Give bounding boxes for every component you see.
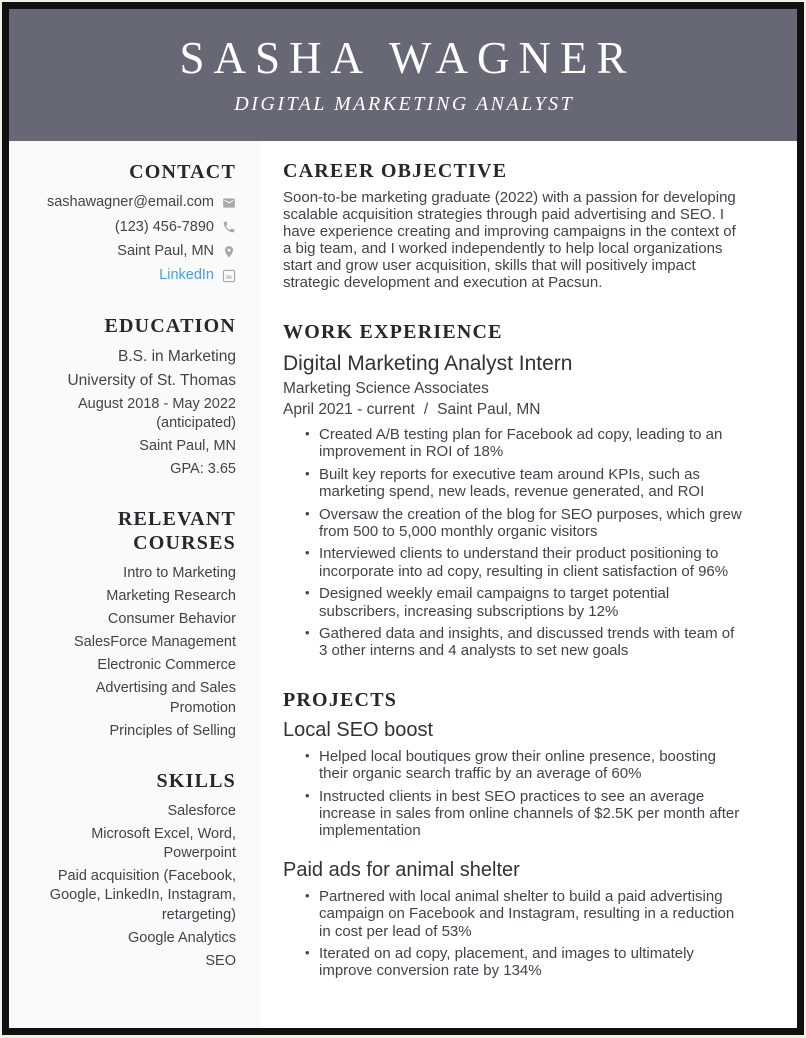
candidate-name: SASHA WAGNER	[179, 33, 636, 83]
education-location: Saint Paul, MN	[139, 438, 236, 455]
contact-email-row	[39, 193, 236, 212]
linkedin-icon	[222, 269, 236, 283]
skill-item: Google Analytics	[127, 929, 236, 946]
contact-phone-text: (123) 456-7890	[114, 218, 214, 235]
project-bullet: • Instructed clients in best SEO practices to see an average increase in sales from online channels of $2.5K per month after implementation	[305, 788, 745, 840]
education-dates: August 2018 - May 2022 (anticipated)	[78, 395, 236, 432]
project-bullet: • Helped local boutiques grow their online presence, boosting their organic search traffic by an average of 60%	[305, 748, 745, 783]
career-objective-heading: CAREER OBJECTIVE	[283, 160, 508, 182]
resume-page	[2, 2, 804, 1035]
company-name: Marketing Science Associates	[283, 380, 489, 398]
skills-section	[39, 770, 236, 971]
education-gpa: GPA: 3.65	[170, 461, 236, 478]
projects-section	[283, 689, 745, 980]
linkedin-link[interactable]: LinkedIn	[159, 267, 214, 284]
job-dates: April 2021 - current	[283, 400, 415, 418]
projects-heading: PROJECTS	[283, 688, 398, 711]
experience-bullet: • Interviewed clients to understand their product positioning to incorporate into ad copy, resulting in client satisfaction of 96%	[305, 545, 745, 580]
courses-section	[39, 508, 236, 740]
resume-header	[9, 9, 797, 141]
education-section	[39, 315, 236, 480]
project-title: Local SEO boost	[283, 718, 434, 741]
course-item: Consumer Behavior	[107, 611, 236, 628]
experience-bullet-list	[283, 426, 745, 660]
experience-bullet: • Oversaw the creation of the blog for SEO purposes, which grew from 500 to 5,000 monthly organic visitors	[305, 506, 745, 541]
job-meta-line	[283, 400, 745, 420]
project-title: Paid ads for animal shelter	[283, 858, 520, 881]
work-experience-section	[283, 321, 745, 660]
job-title: Digital Marketing Analyst Intern	[283, 352, 573, 375]
skills-heading: SKILLS	[156, 769, 236, 792]
experience-bullet: • Created A/B testing plan for Facebook ad copy, leading to an improvement in ROI of 18%	[305, 426, 745, 461]
project-bullet-list	[283, 748, 745, 840]
job-meta-separator: /	[423, 400, 429, 418]
experience-bullet: • Gathered data and insights, and discussed trends with team of 3 other interns and 4 analysts to set new goals	[305, 625, 745, 660]
project-entry	[283, 719, 745, 840]
skill-item: Paid acquisition (Facebook, Google, LinkedIn, Instagram, retargeting)	[49, 868, 236, 923]
contact-section	[39, 161, 236, 286]
job-location: Saint Paul, MN	[437, 400, 541, 418]
experience-bullet: • Designed weekly email campaigns to target potential subscribers, increasing subscriptions by 12%	[305, 585, 745, 620]
skill-item: Microsoft Excel, Word, Powerpoint	[91, 826, 236, 862]
phone-icon	[222, 220, 236, 234]
contact-phone-row	[39, 218, 236, 237]
candidate-job-title: DIGITAL MARKETING ANALYST	[234, 93, 575, 115]
course-item: Principles of Selling	[109, 722, 236, 739]
skill-item: SEO	[205, 952, 236, 969]
education-school: University of St. Thomas	[67, 371, 236, 389]
location-pin-icon	[222, 245, 236, 259]
resume-body	[9, 141, 797, 1028]
contact-linkedin-row	[39, 266, 236, 285]
sidebar	[9, 141, 260, 1028]
svg-text:in: in	[226, 274, 232, 282]
course-item: SalesForce Management	[74, 634, 236, 651]
contact-location-row	[39, 242, 236, 261]
courses-heading: RELEVANT COURSES	[117, 508, 236, 554]
project-bullet: • Partnered with local animal shelter to build a paid advertising campaign on Facebook and Instagram, resulting in a reduction in cost per lead of 53%	[305, 888, 745, 940]
career-objective-text: Soon-to-be marketing graduate (2022) with a passion for developing scalable acquisition strategies through paid advertising and SEO. I have experience creating and improving campaigns in the context of a big team, and I worked independently to help local organizations start and grow user acquisition, skills that will positively impact strategic development and execution at Pacsun.	[283, 189, 736, 291]
work-experience-heading: WORK EXPERIENCE	[283, 320, 503, 343]
course-item: Advertising and Sales Promotion	[95, 680, 236, 716]
main-content	[260, 141, 797, 1028]
contact-location-text: Saint Paul, MN	[117, 243, 214, 260]
course-item: Marketing Research	[106, 587, 236, 604]
education-heading: EDUCATION	[104, 314, 236, 337]
project-bullet-list	[283, 888, 745, 980]
contact-email-text: sashawagner@email.com	[46, 194, 214, 211]
contact-heading: CONTACT	[129, 161, 236, 183]
career-objective-section	[283, 160, 745, 292]
course-item: Electronic Commerce	[97, 657, 236, 674]
experience-bullet: • Built key reports for executive team around KPIs, such as marketing spend, new leads, revenue generated, and ROI	[305, 466, 745, 501]
envelope-icon	[222, 196, 236, 210]
education-degree: B.S. in Marketing	[117, 348, 236, 366]
skill-item: Salesforce	[167, 802, 236, 819]
course-item: Intro to Marketing	[123, 564, 236, 581]
project-bullet: • Iterated on ad copy, placement, and images to ultimately improve conversion rate by 134%	[305, 945, 745, 980]
project-entry	[283, 859, 745, 980]
